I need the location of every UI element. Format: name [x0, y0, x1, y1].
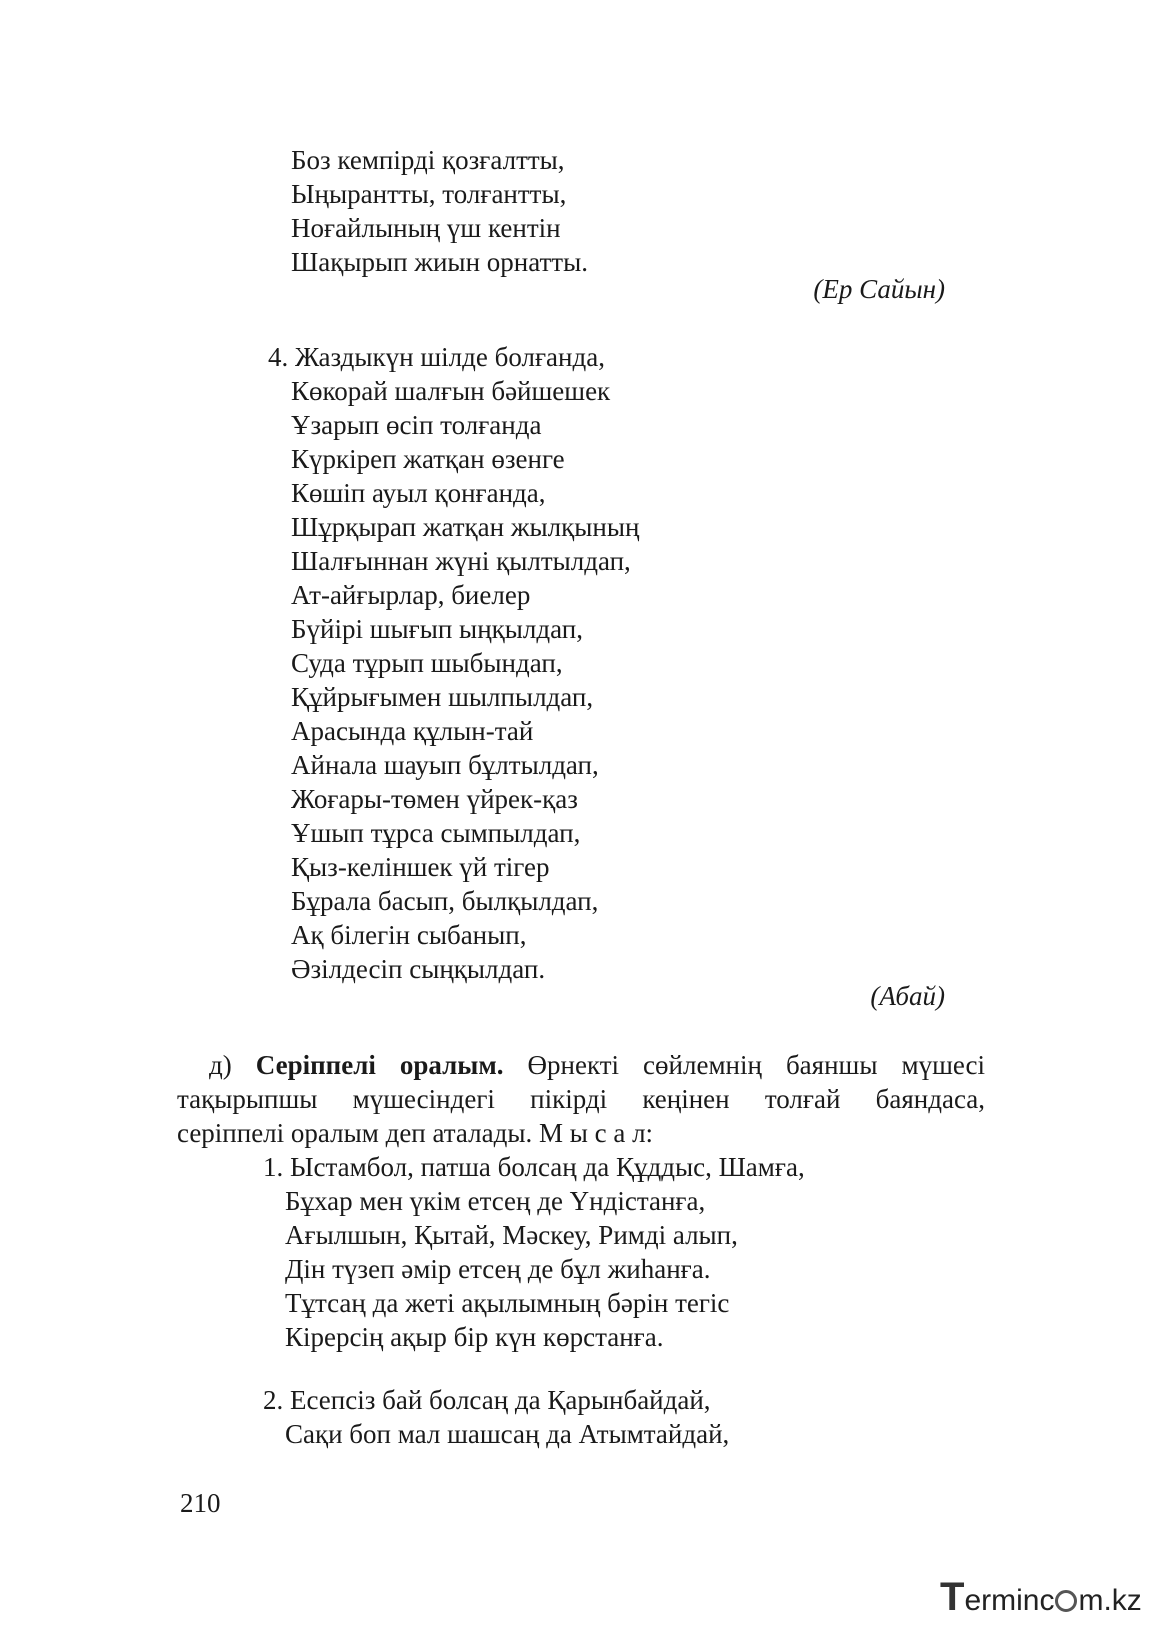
poem-line: Бүйірі шығып ыңқылдап, — [291, 614, 583, 644]
poem-line: Арасында құлын-тай — [291, 716, 534, 746]
poem-line: Ат-айғырлар, биелер — [291, 580, 531, 610]
poem-line: Суда тұрып шыбындап, — [291, 648, 563, 678]
attribution-er-sayin: (Ер Сайын) — [813, 274, 945, 304]
poem-line: Көкорай шалғын бәйшешек — [291, 376, 611, 406]
poem-line: Сақи боп мал шашсаң да Атымтайдай, — [285, 1419, 730, 1449]
paragraph-line: серіппелі оралым деп аталады. М ы с а л: — [177, 1118, 654, 1148]
poem-line: 1. Ыстамбол, патша болсаң да Құддыс, Шамға, — [263, 1152, 805, 1182]
example-poem-2 — [263, 1383, 729, 1451]
magnifier-icon — [1055, 1590, 1077, 1612]
poem-line: Ұшып тұрса сымпылдап, — [291, 818, 581, 848]
term-heading: Серіппелі оралым. — [255, 1050, 504, 1080]
poem-line: Қыз-келіншек үй тігер — [291, 852, 550, 882]
section-marker: д) — [209, 1050, 232, 1080]
poem-line: Әзілдесіп сыңқылдап. — [291, 954, 546, 984]
poem-line: Шұрқырап жатқан жылқының — [291, 512, 640, 542]
poem-line: Дін түзеп әмір етсең де бұл жиһанға. — [285, 1254, 711, 1284]
poem-line: Ақ білегін сыбанып, — [291, 920, 527, 950]
example-poem-1 — [263, 1150, 805, 1354]
poem-line: Бұхар мен үкім етсең де Үндістанға, — [285, 1186, 706, 1216]
poem-line: Шалғыннан жүні қылтылдап, — [291, 546, 631, 576]
poem-line: Айнала шауып бұлтылдап, — [291, 750, 599, 780]
poem-stanza-ер-сайын — [291, 143, 588, 279]
poem-line: 4. Жаздыкүн шілде болғанда, — [268, 342, 605, 372]
poem-line: Көшіп ауыл қонғанда, — [291, 478, 546, 508]
attribution-abai: (Абай) — [870, 981, 945, 1011]
poem-line: Ноғайлының үш кентін — [291, 213, 561, 243]
poem-line: Жоғары-төмен үйрек-қаз — [291, 784, 578, 814]
poem-line: Боз кемпірді қозғалтты, — [291, 145, 565, 175]
definition-paragraph — [177, 1048, 985, 1150]
poem-line: Бұрала басып, былқылдап, — [291, 886, 599, 916]
poem-line: Ұзарып өсіп толғанда — [291, 410, 542, 440]
poem-line: Ыңырантты, толғантты, — [291, 179, 567, 209]
poem-line: Ағылшын, Қытай, Мәскеу, Римді алып, — [285, 1220, 738, 1250]
poem-line: 2. Есепсіз бай болсаң да Қарынбайдай, — [263, 1385, 711, 1415]
poem-line: Шақырып жиын орнатты. — [291, 247, 588, 277]
poem-line: Құйрығымен шылпылдап, — [291, 682, 594, 712]
paragraph-line: тақырыпшы мүшесіндегі пікірді кеңінен толғай баяндаса, — [177, 1084, 985, 1114]
poem-line: Күркіреп жатқан өзенге — [291, 444, 565, 474]
poem-stanza-abai — [268, 340, 639, 986]
poem-line: Кірерсің ақыр бір күн көрстанға. — [285, 1322, 664, 1352]
terminkom-logo: Terminc m.kz — [940, 1575, 1142, 1619]
paragraph-line — [177, 1048, 985, 1082]
page-number: 210 — [180, 1488, 221, 1518]
poem-line: Тұтсаң да жеті ақылымның бәрін тегіс — [285, 1288, 730, 1318]
paragraph-text: Өрнекті сөйлемнің баяншы мүшесі — [527, 1050, 986, 1080]
